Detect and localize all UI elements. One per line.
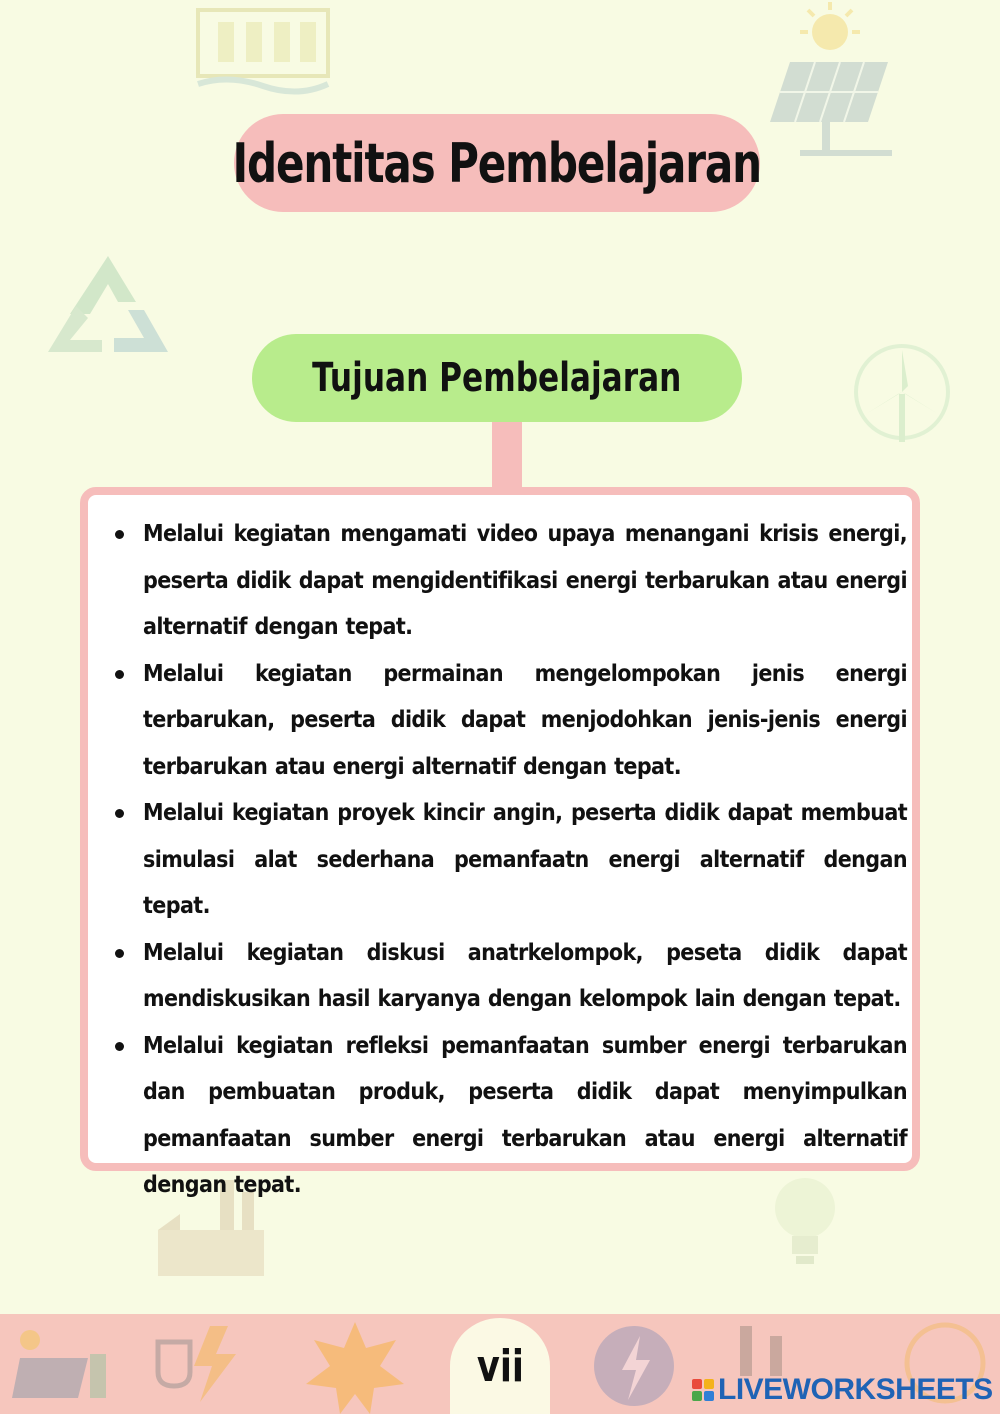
solar-panel-icon (10, 1324, 110, 1404)
section-heading-banner (252, 334, 742, 422)
recycle-icon (40, 248, 176, 366)
brand-name: LIVEWORKSHEETS (718, 1373, 993, 1406)
sun-icon (300, 1318, 410, 1414)
list-item: Melalui kegiatan permainan mengelompokan jenis energi terbarukan, peserta didik dapat menjodohkan jenis-jenis energi terbarukan atau energi alternatif dengan tepat. (143, 651, 907, 791)
page-number: vii (476, 1340, 524, 1392)
wind-turbine-icon (844, 336, 960, 452)
hydro-dam-icon (188, 4, 338, 100)
list-item: Melalui kegiatan refleksi pemanfaatan sumber energi terbarukan dan pembuatan produk, peserta didik dapat menyimpulkan pemanfaatan sumber energi terbarukan atau energi alternatif dengan tepat. (143, 1023, 907, 1209)
list-item: Melalui kegiatan mengamati video upaya menangani krisis energi, peserta didik dapat mengidentifikasi energi terbarukan atau energi alternatif dengan tepat. (143, 511, 907, 651)
connector-bar (492, 422, 522, 488)
title-banner (234, 114, 760, 212)
objectives-list (143, 511, 907, 1209)
section-heading: Tujuan Pembelajaran (312, 355, 682, 401)
page-number-badge (450, 1318, 550, 1414)
list-item: Melalui kegiatan diskusi anatrkelompok, peseta didik dapat mendiskusikan hasil karyanya dengan kelompok lain dengan tepat. (143, 930, 907, 1023)
liveworksheets-logo-icon (692, 1379, 714, 1401)
plug-icon (150, 1322, 260, 1406)
lightning-icon (586, 1320, 682, 1410)
objectives-box (80, 487, 920, 1198)
liveworksheets-brand[interactable] (692, 1372, 993, 1408)
solar-panel-icon (760, 56, 900, 162)
list-item: Melalui kegiatan proyek kincir angin, peserta didik dapat membuat simulasi alat sederhana pemanfaatn energi alternatif dengan tepat. (143, 790, 907, 930)
page-title: Identitas Pembelajaran (232, 131, 762, 195)
factory-icon (730, 1320, 830, 1380)
